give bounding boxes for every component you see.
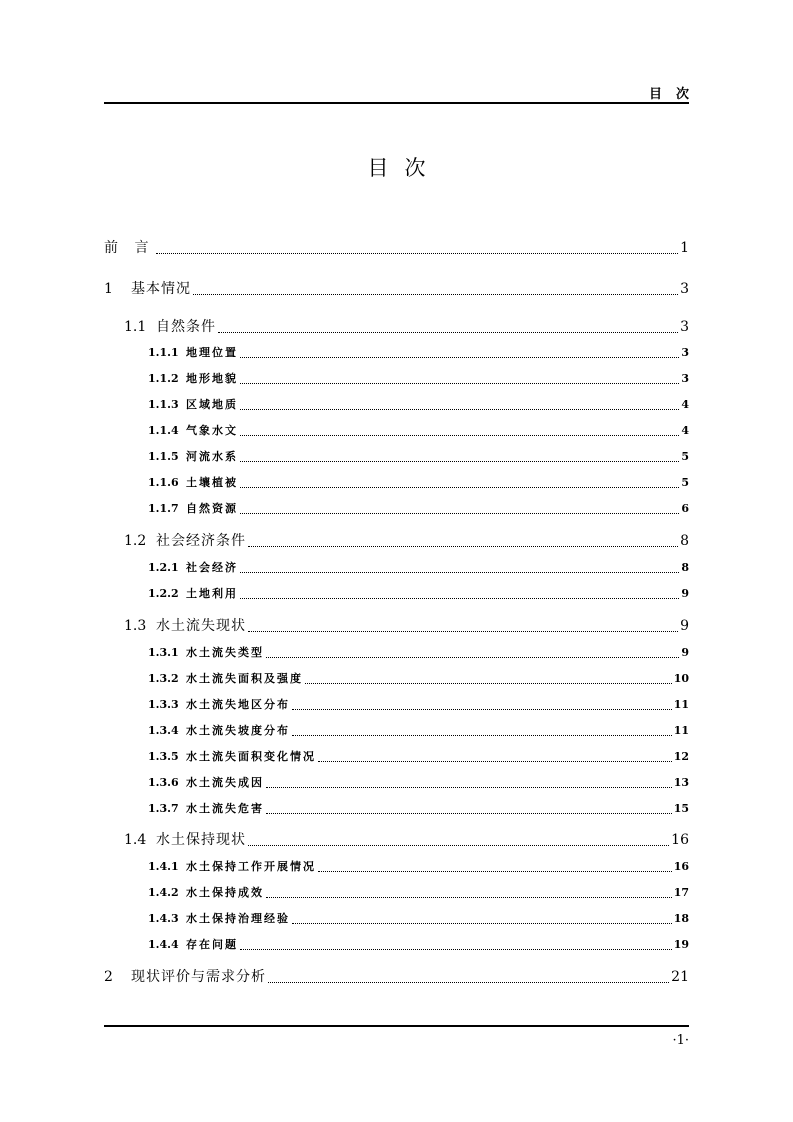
toc-leader-dots xyxy=(193,294,678,295)
toc-entry-page: 3 xyxy=(681,372,689,385)
toc-entry-number: 1.3.2 xyxy=(148,672,179,685)
toc-leader-dots xyxy=(248,845,669,846)
toc-leader-dots xyxy=(156,253,678,254)
toc-entry[interactable] xyxy=(104,722,689,738)
toc-entry-label: 水土流失成因 xyxy=(186,776,264,789)
toc-entry[interactable] xyxy=(104,237,689,257)
toc-entry-label: 水土流失危害 xyxy=(186,802,264,815)
toc-entry-label: 水土流失现状 xyxy=(156,618,246,634)
toc-leader-dots xyxy=(240,572,679,573)
toc-entry-page: 1 xyxy=(680,240,689,256)
toc-entry-number: 1.1.6 xyxy=(148,476,179,489)
toc-entry-page: 10 xyxy=(673,672,689,685)
toc-leader-dots xyxy=(266,897,672,898)
toc-entry-page: 9 xyxy=(681,646,689,659)
toc-entry-number: 1.3.5 xyxy=(148,750,179,763)
toc-leader-dots xyxy=(292,709,672,710)
toc-entry-number: 1.4.3 xyxy=(148,912,179,925)
toc-entry-number: 1.4.2 xyxy=(148,886,179,899)
toc-entry-page: 3 xyxy=(680,319,689,335)
toc-entry[interactable] xyxy=(104,884,689,900)
toc-entry-label: 水土保持治理经验 xyxy=(186,912,290,925)
header-rule xyxy=(104,102,689,104)
toc-leader-dots xyxy=(266,657,679,658)
toc-entry-label: 存在问题 xyxy=(186,938,238,951)
toc-leader-dots xyxy=(240,435,679,436)
toc-entry[interactable] xyxy=(104,858,689,874)
toc-leader-dots xyxy=(292,735,672,736)
toc-leader-dots xyxy=(266,787,672,788)
toc-entry-number: 1.3.6 xyxy=(148,776,179,789)
toc-entry[interactable] xyxy=(104,559,689,575)
toc-entry[interactable] xyxy=(104,910,689,926)
toc-entry-page: 17 xyxy=(673,886,689,899)
toc-entry[interactable] xyxy=(104,474,689,490)
toc-entry-number: 1.3 xyxy=(124,618,147,634)
toc-entry[interactable] xyxy=(104,615,689,635)
toc-entry-label: 气象水文 xyxy=(186,424,238,437)
toc-entry-label: 水土流失坡度分布 xyxy=(186,724,290,737)
toc-entry-number: 1.4.4 xyxy=(148,938,179,951)
toc-entry-label: 自然资源 xyxy=(186,502,238,515)
toc-entry-page: 8 xyxy=(680,533,689,549)
toc-entry-label: 水土流失面积变化情况 xyxy=(186,750,316,763)
toc-entry-number: 1.1.5 xyxy=(148,450,179,463)
footer-rule xyxy=(104,1025,689,1027)
toc-entry-label: 基本情况 xyxy=(131,281,191,297)
toc-entry-label: 水土保持现状 xyxy=(156,832,246,848)
page-title: 目次 xyxy=(367,156,442,180)
toc-entry-page: 11 xyxy=(673,724,689,737)
toc-entry[interactable] xyxy=(104,422,689,438)
page-number: ·1· xyxy=(672,1033,689,1048)
toc-leader-dots xyxy=(240,357,679,358)
toc-entry-page: 3 xyxy=(681,346,689,359)
toc-entry-label: 河流水系 xyxy=(186,450,238,463)
toc-entry[interactable] xyxy=(104,370,689,386)
toc-entry-page: 15 xyxy=(673,802,689,815)
toc-entry-page: 4 xyxy=(681,398,689,411)
toc-entry-number: 2 xyxy=(104,969,113,985)
toc-entry-number: 1.4 xyxy=(124,832,147,848)
toc-leader-dots xyxy=(240,383,679,384)
toc-entry[interactable] xyxy=(104,316,689,336)
toc-entry-label: 地理位置 xyxy=(186,346,238,359)
toc-leader-dots xyxy=(268,982,669,983)
toc-entry-label: 地形地貌 xyxy=(186,372,238,385)
toc-leader-dots xyxy=(240,409,679,410)
toc-entry-number: 1.3.3 xyxy=(148,698,179,711)
toc-entry-label: 水土保持成效 xyxy=(186,886,264,899)
toc-entry-page: 3 xyxy=(680,281,689,297)
toc-entry-number: 1.2.1 xyxy=(148,561,179,574)
toc-entry-page: 19 xyxy=(673,938,689,951)
toc-entry-label: 社会经济 xyxy=(186,561,238,574)
toc-entry-page: 13 xyxy=(673,776,689,789)
toc-leader-dots xyxy=(318,761,672,762)
toc-entry[interactable] xyxy=(104,396,689,412)
toc-entry-label: 水土流失地区分布 xyxy=(186,698,290,711)
toc-entry-label: 社会经济条件 xyxy=(156,533,246,549)
toc-entry-page: 5 xyxy=(681,476,689,489)
toc-entry-page: 6 xyxy=(681,502,689,515)
toc-entry-page: 12 xyxy=(673,750,689,763)
toc-entry-page: 16 xyxy=(673,860,689,873)
toc-entry-label: 自然条件 xyxy=(156,319,216,335)
toc-leader-dots xyxy=(240,598,679,599)
toc-entry-label: 水土保持工作开展情况 xyxy=(186,860,316,873)
toc-entry[interactable] xyxy=(104,936,689,952)
toc-leader-dots xyxy=(240,513,679,514)
toc-entry-number: 1.2 xyxy=(124,533,147,549)
toc-leader-dots xyxy=(240,487,679,488)
toc-leader-dots xyxy=(248,546,678,547)
toc-entry[interactable] xyxy=(104,966,689,986)
toc-entry[interactable] xyxy=(104,748,689,764)
toc-entry-page: 8 xyxy=(681,561,689,574)
toc-entry[interactable] xyxy=(104,585,689,601)
toc-entry[interactable] xyxy=(104,530,689,550)
toc-entry[interactable] xyxy=(104,774,689,790)
toc-entry-page: 11 xyxy=(673,698,689,711)
toc-entry-number: 1.1.3 xyxy=(148,398,179,411)
toc-entry-label: 前 言 xyxy=(104,240,155,256)
toc-entry-number: 1.1.2 xyxy=(148,372,179,385)
toc-entry-label: 土地利用 xyxy=(186,587,238,600)
toc-entry[interactable] xyxy=(104,800,689,816)
toc-entry[interactable] xyxy=(104,644,689,660)
toc-entry-page: 18 xyxy=(673,912,689,925)
toc-leader-dots xyxy=(248,631,678,632)
toc-entry[interactable] xyxy=(104,448,689,464)
toc-entry-number: 1 xyxy=(104,281,113,297)
toc-entry-number: 1.3.4 xyxy=(148,724,179,737)
toc-entry-label: 现状评价与需求分析 xyxy=(131,969,266,985)
toc-leader-dots xyxy=(292,923,672,924)
toc-entry-page: 9 xyxy=(681,587,689,600)
toc-entry-page: 16 xyxy=(671,832,689,848)
toc-entry-page: 4 xyxy=(681,424,689,437)
toc-entry[interactable] xyxy=(104,344,689,360)
toc-entry-number: 1.2.2 xyxy=(148,587,179,600)
toc-entry-page: 5 xyxy=(681,450,689,463)
toc-entry[interactable] xyxy=(104,670,689,686)
toc-entry-number: 1.1.4 xyxy=(148,424,179,437)
toc-entry[interactable] xyxy=(104,500,689,516)
toc-entry-number: 1.4.1 xyxy=(148,860,179,873)
toc-leader-dots xyxy=(318,871,672,872)
toc-leader-dots xyxy=(305,683,672,684)
toc-entry-label: 水土流失面积及强度 xyxy=(186,672,303,685)
toc-leader-dots xyxy=(266,813,672,814)
toc-entry-page: 21 xyxy=(671,969,689,985)
toc-entry-number: 1.1 xyxy=(124,319,147,335)
toc-entry-number: 1.3.7 xyxy=(148,802,179,815)
toc-leader-dots xyxy=(240,949,672,950)
toc-leader-dots xyxy=(240,461,679,462)
toc-entry-number: 1.1.1 xyxy=(148,346,179,359)
running-header: 目次 xyxy=(648,87,703,102)
toc-entry-page: 9 xyxy=(680,618,689,634)
toc-entry[interactable] xyxy=(104,696,689,712)
toc-entry-label: 水土流失类型 xyxy=(186,646,264,659)
toc-entry-label: 区域地质 xyxy=(186,398,238,411)
toc-entry-number: 1.3.1 xyxy=(148,646,179,659)
toc-entry[interactable] xyxy=(104,829,689,849)
toc-entry[interactable] xyxy=(104,278,689,298)
toc-leader-dots xyxy=(218,332,678,333)
toc-entry-number: 1.1.7 xyxy=(148,502,179,515)
toc-entry-label: 土壤植被 xyxy=(186,476,238,489)
